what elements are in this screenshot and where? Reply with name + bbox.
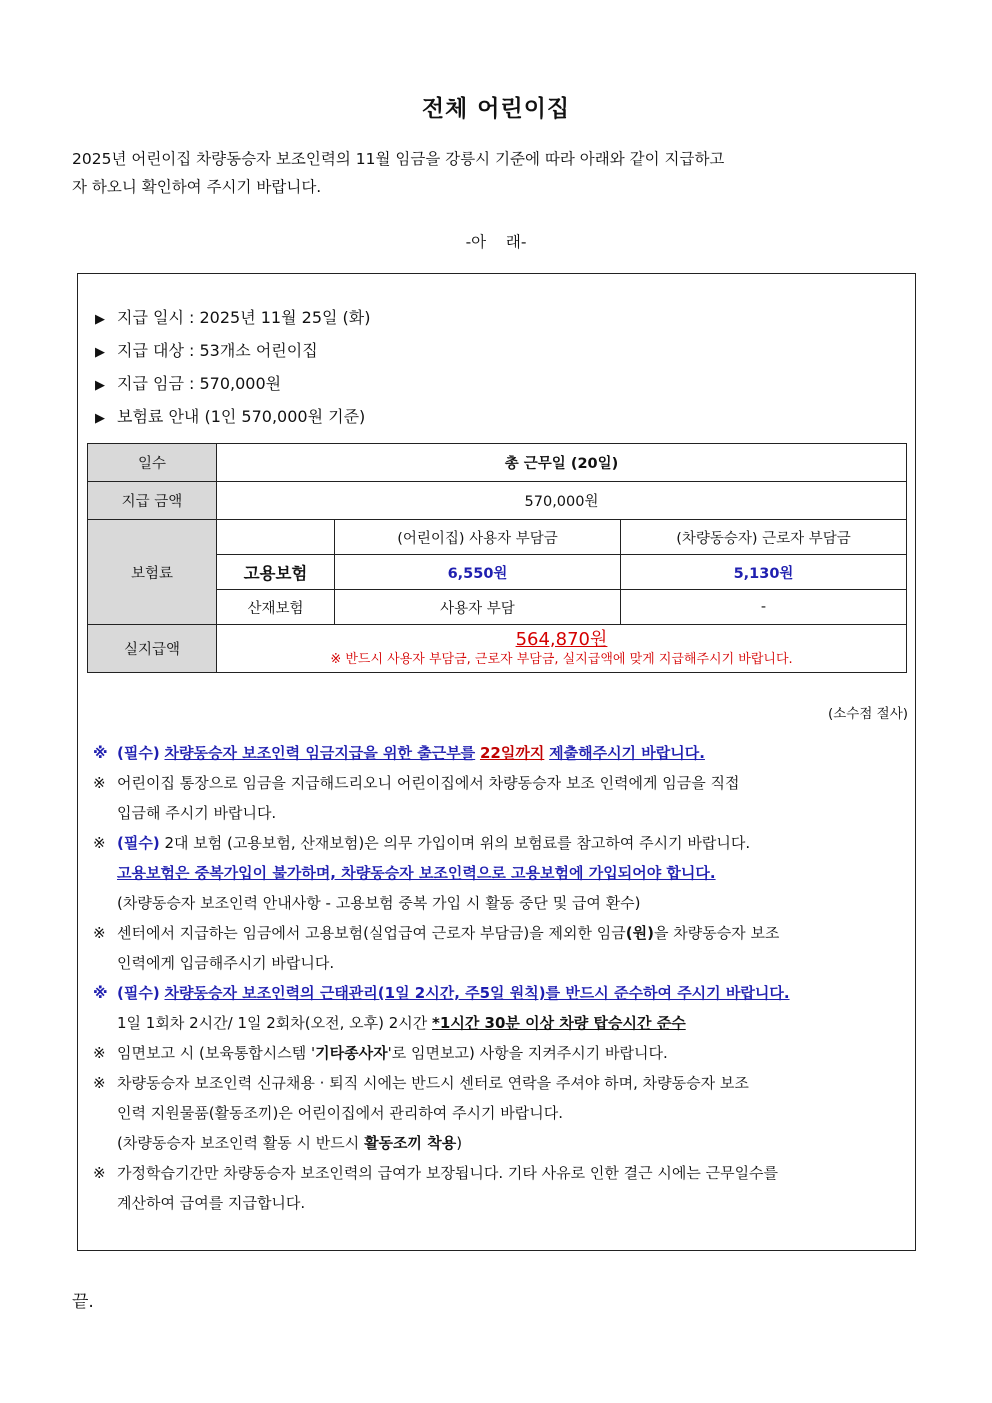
intro-line-2: 자 하오니 확인하여 주시기 바랍니다. — [72, 178, 322, 196]
empty-cell — [217, 520, 335, 555]
employer-header: (어린이집) 사용자 부담금 — [335, 520, 621, 555]
accident-employer-value: 사용자 부담 — [335, 590, 621, 625]
table-row — [88, 444, 907, 482]
pay-value: 570,000원 — [217, 482, 907, 520]
triangle-bullet-icon: ▶ — [95, 312, 105, 327]
note-item: ※ 차량동승자 보조인력 신규채용 · 퇴직 시에는 반드시 센터로 연락을 주셔야 하며, 차량동승자 보조 — [93, 1068, 913, 1098]
table-row — [88, 482, 907, 520]
days-value: 총 근무일 (20일) — [217, 444, 907, 482]
note-mark: ※ — [93, 834, 106, 852]
bullet-item: ▶ 지급 대상 : 53개소 어린이집 — [95, 338, 370, 371]
note-mark: ※ — [93, 984, 108, 1002]
note-mark: ※ — [93, 1074, 106, 1092]
notes-list: ※ (필수) 차량동승자 보조인력 임금지급을 위한 출근부를 22일까지 제출해주시기 바랍니다. ※ 어린이집 통장으로 임금을 지급해드리오니 어린이집에서 차량동승자 보조 인력에게 임금을 직접 입금해 주시기 바랍니다. ※ (필수) 2대 보험 (고용보험, 산재보험)은 의무 가입이며 위의 보험료를 참고하여 주시기 바랍니다. 고용보험은 중복가입이 불가하며, 차량동승자 보조인력으로 고용보험에 가입되어야 합니다. (차량동승자 보조인력 안내사항 - 고용보험 중복 가입 시 활동 중단 및 급여 환수) ※ 센터에서 지급하는 임금에서 고용보험(실업급여 근로자 부담금)을 제외한 임금(원)을 차량동승자 보조 인력에게 입금해주시기 바랍니다. ※ (필수) 차량동승자 보조인력의 근태관리(1일 2시간, 주5일 원칙)를 반드시 준수하여 주시기 바랍니다. 1일 1회차 2시간/ 1일 2회차(오전, 오후) 2시간 *1시간 30분 이상 차량 탑승시간 준수 ※ 임면보고 시 (보육통합시스템 '기타종사자'로 임면보고) 사항을 지켜주시기 바랍니다. ※ 차량동승자 보조인력 신규채용 · 퇴직 시에는 반드시 센터로 연락을 주셔야 하며, 차량동승자 보조 인력 지원물품(활동조끼)은 어린이집에서 관리하여 주시기 바랍니다. (차량동승자 보조인력 활동 시 반드시 활동조끼 착용) ※ 가정학습기간만 차량동승자 보조인력의 급여가 보장됩니다. 기타 사유로 인한 결근 시에는 근무일수를 계산하여 급여를 지급합니다. — [93, 738, 913, 1218]
employee-header: (차량동승자) 근로자 부담금 — [621, 520, 907, 555]
note-mark: ※ — [93, 1164, 106, 1182]
pay-label: 지급 금액 — [88, 482, 217, 520]
net-pay-cell — [217, 625, 907, 673]
rounding-note: (소수점 절사) — [827, 706, 908, 722]
bullet-item: ▶ 지급 임금 : 570,000원 — [95, 371, 370, 404]
accident-insurance-label: 산재보험 — [217, 590, 335, 625]
employment-employee-amount: 5,130원 — [621, 555, 907, 590]
triangle-bullet-icon: ▶ — [95, 378, 105, 393]
note-mark: ※ — [93, 924, 106, 942]
employment-insurance-label: 고용보험 — [217, 555, 335, 590]
note-mark: ※ — [93, 744, 108, 762]
note-item: ※ 어린이집 통장으로 임금을 지급해드리오니 어린이집에서 차량동승자 보조 인력에게 임금을 직접 — [93, 768, 913, 798]
note-item: ※ (필수) 차량동승자 보조인력 임금지급을 위한 출근부를 22일까지 제출해주시기 바랍니다. — [93, 738, 913, 768]
bullet-list — [95, 305, 370, 437]
intro-line-1: 2025년 어린이집 차량동승자 보조인력의 11월 임금을 강릉시 기준에 따라 아래와 같이 지급하고 — [72, 150, 725, 168]
insurance-table — [87, 443, 907, 673]
net-pay-label: 실지급액 — [88, 625, 217, 673]
deadline-date: 22일까지 — [479, 744, 545, 762]
note-mark: ※ — [93, 1044, 106, 1062]
note-item: ※ (필수) 2대 보험 (고용보험, 산재보험)은 의무 가입이며 위의 보험료를 참고하여 주시기 바랍니다. — [93, 828, 913, 858]
premium-label: 보험료 — [88, 520, 217, 625]
note-item: ※ 가정학습기간만 차량동승자 보조인력의 급여가 보장됩니다. 기타 사유로 인한 결근 시에는 근무일수를 — [93, 1158, 913, 1188]
triangle-bullet-icon: ▶ — [95, 411, 105, 426]
note-item: ※ (필수) 차량동승자 보조인력의 근태관리(1일 2시간, 주5일 원칙)를 반드시 준수하여 주시기 바랍니다. — [93, 978, 913, 1008]
notice-heading: -아 래- — [465, 233, 527, 251]
employment-employer-amount: 6,550원 — [335, 555, 621, 590]
days-label: 일수 — [88, 444, 217, 482]
document-title: 전체 어린이집 — [421, 96, 571, 122]
note-item: ※ 임면보고 시 (보육통합시스템 '기타종사자'로 임면보고) 사항을 지켜주시기 바랍니다. — [93, 1038, 913, 1068]
bullet-item: ▶ 보험료 안내 (1인 570,000원 기준) — [95, 404, 370, 437]
table-row — [88, 520, 907, 555]
net-pay-note: ※ 반드시 사용자 부담금, 근로자 부담금, 실지급액에 맞게 지급해주시기 바랍니다. — [330, 651, 793, 667]
note-mark: ※ — [93, 774, 106, 792]
bullet-item: ▶ 지급 일시 : 2025년 11월 25일 (화) — [95, 305, 370, 338]
table-row — [88, 625, 907, 673]
end-mark: 끝. — [72, 1292, 94, 1312]
intro-paragraph — [72, 145, 912, 201]
net-pay-value: 564,870원 — [515, 628, 608, 650]
triangle-bullet-icon: ▶ — [95, 345, 105, 360]
note-item: ※ 센터에서 지급하는 임금에서 고용보험(실업급여 근로자 부담금)을 제외한 임금(원)을 차량동승자 보조 — [93, 918, 913, 948]
accident-employee-value: - — [621, 590, 907, 625]
